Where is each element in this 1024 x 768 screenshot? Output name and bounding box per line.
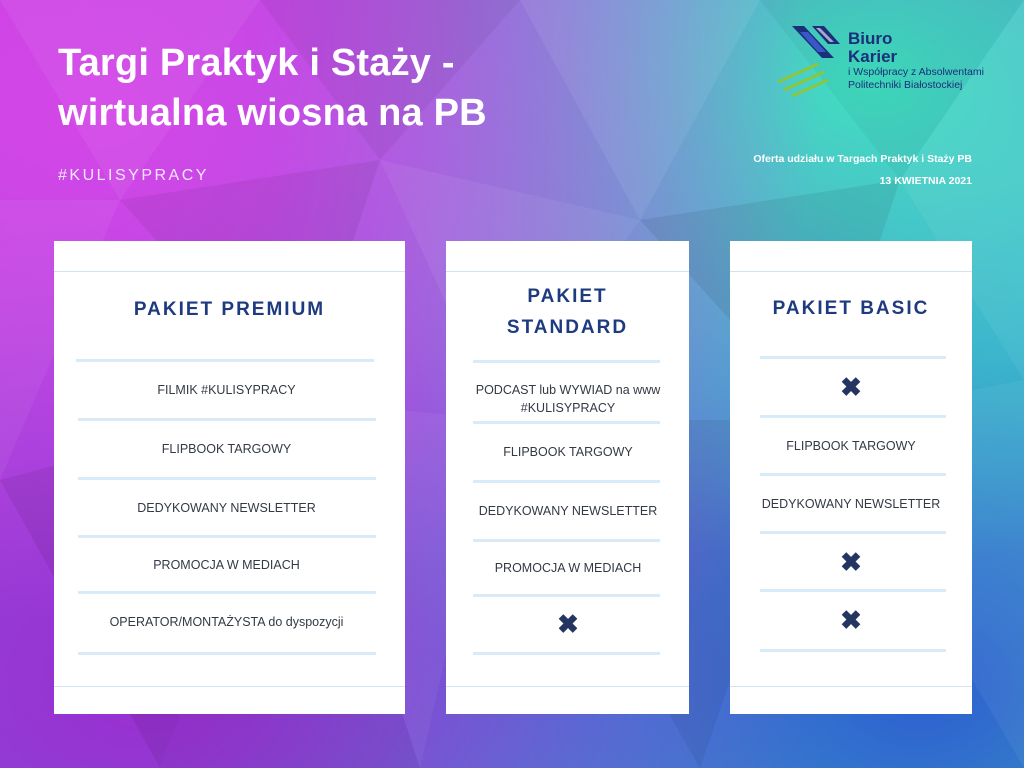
logo-line-4: Politechniki Białostockiej: [848, 79, 963, 91]
package-feature: PODCAST lub WYWIAD na www #KULISYPRACY: [475, 383, 661, 415]
not-included-icon: ✖: [840, 546, 862, 577]
not-included-icon: ✖: [840, 372, 862, 402]
not-included-icon: ✖: [557, 609, 579, 639]
divider: [473, 652, 660, 655]
package-card-standard: [446, 241, 689, 714]
hashtag-label: #KULISYPRACY: [58, 167, 209, 184]
package-feature: FLIPBOOK TARGOWY: [161, 442, 292, 456]
divider: [473, 360, 660, 363]
offer-info: [753, 148, 972, 192]
package-feature: FLIPBOOK TARGOWY: [503, 445, 633, 459]
package-title-premium: PAKIET PREMIUM: [133, 299, 326, 320]
page-title: [58, 38, 487, 138]
package-card-premium: [54, 241, 405, 714]
card-bottom-divider: [446, 686, 689, 687]
title-line-2: wirtualna wiosna na PB: [58, 92, 487, 134]
divider: [78, 652, 376, 655]
package-feature: FILMIK #KULISYPRACY: [157, 383, 296, 397]
card-bottom-divider: [54, 686, 405, 687]
package-feature: OPERATOR/MONTAŻYSTA do dyspozycji: [109, 615, 344, 629]
card-bottom-divider: [730, 686, 972, 687]
package-feature: DEDYKOWANY NEWSLETTER: [478, 504, 658, 518]
logo-line-3: i Współpracy z Absolwentami: [848, 66, 984, 78]
divider: [760, 649, 946, 652]
card-top-divider: [446, 271, 689, 272]
package-title-standard-line-2: STANDARD: [506, 317, 629, 338]
package-feature: PROMOCJA W MEDIACH: [153, 557, 300, 572]
logo-text: [848, 30, 984, 92]
logo-line-1: Biuro: [848, 29, 893, 48]
package-title-standard-line-1: PAKIET: [527, 286, 608, 307]
offer-description: Oferta udziału w Targach Praktyk i Staży PB: [753, 153, 972, 165]
logo-mark-icon: [778, 22, 848, 98]
not-included-icon: ✖: [840, 604, 862, 635]
package-title-basic: PAKIET BASIC: [772, 298, 930, 319]
package-title-standard: [446, 281, 689, 343]
package-card-basic: [730, 241, 972, 714]
card-top-divider: [54, 271, 405, 272]
package-feature: FLIPBOOK TARGOWY: [786, 438, 916, 453]
biuro-karier-logo: [778, 22, 1008, 102]
card-top-divider: [730, 271, 972, 272]
title-line-1: Targi Praktyk i Staży -: [58, 42, 455, 84]
package-feature: PROMOCJA W MEDIACH: [494, 561, 642, 575]
logo-line-2: Karier: [848, 47, 898, 66]
package-feature: DEDYKOWANY NEWSLETTER: [761, 496, 941, 511]
package-feature: DEDYKOWANY NEWSLETTER: [137, 500, 316, 515]
offer-date: 13 KWIETNIA 2021: [879, 175, 972, 187]
